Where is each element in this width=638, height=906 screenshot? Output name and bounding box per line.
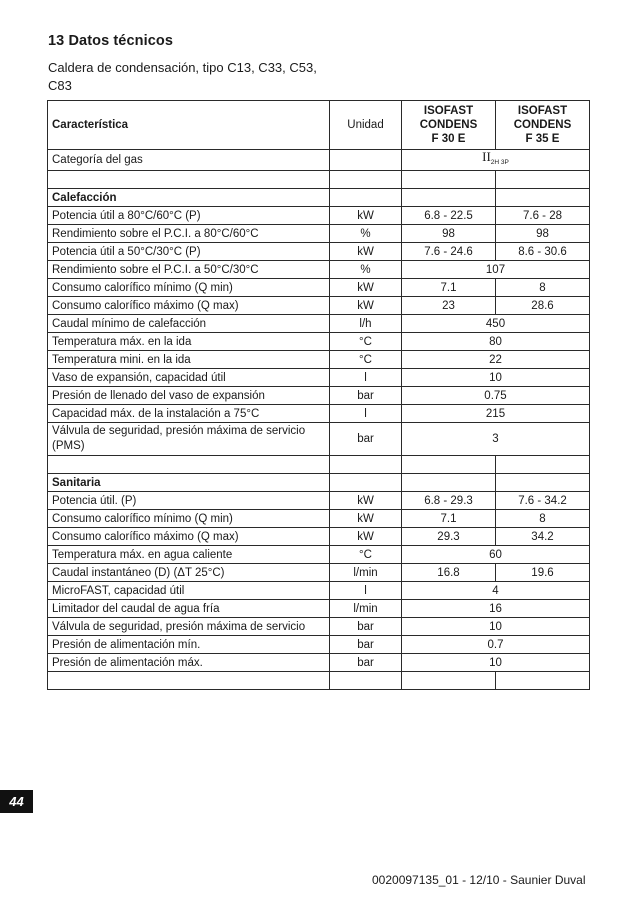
row-value-b: 7.6 - 34.2: [496, 492, 590, 510]
row-value-a: 7.1: [402, 279, 496, 297]
empty-cell: [402, 672, 496, 690]
header-characteristic: Característica: [48, 101, 330, 150]
row-label: Potencia útil a 50°C/30°C (P): [48, 243, 330, 261]
empty-cell: [48, 171, 330, 189]
row-label: Caudal instantáneo (D) (ΔT 25°C): [48, 564, 330, 582]
header-model-b-line1: ISOFAST: [517, 105, 568, 117]
row-unit: bar: [330, 423, 402, 456]
table-row: [48, 546, 590, 564]
section-header-row: [48, 474, 590, 492]
row-label: Vaso de expansión, capacidad útil: [48, 369, 330, 387]
row-label: Válvula de seguridad, presión máxima de servicio (PMS): [48, 423, 330, 456]
row-value-b: 8.6 - 30.6: [496, 243, 590, 261]
empty-cell: [330, 474, 402, 492]
row-value-b: 98: [496, 225, 590, 243]
row-value-both: 16: [402, 600, 590, 618]
empty-cell: [330, 456, 402, 474]
empty-cell: [48, 672, 330, 690]
row-unit: °C: [330, 546, 402, 564]
row-label: Rendimiento sobre el P.C.I. a 50°C/30°C: [48, 261, 330, 279]
row-value-a: 16.8: [402, 564, 496, 582]
row-value-b: 34.2: [496, 528, 590, 546]
row-unit: kW: [330, 510, 402, 528]
gas-category-label: Categoría del gas: [48, 150, 330, 171]
header-model-a: [402, 101, 496, 150]
spacer-row: [48, 672, 590, 690]
row-value-b: 19.6: [496, 564, 590, 582]
table-row: [48, 333, 590, 351]
table-row: [48, 315, 590, 333]
header-model-b: [496, 101, 590, 150]
table-row: [48, 528, 590, 546]
table-row: [48, 564, 590, 582]
empty-cell: [496, 474, 590, 492]
row-value-both: 450: [402, 315, 590, 333]
table-row: [48, 654, 590, 672]
row-label: Consumo calorífico máximo (Q max): [48, 528, 330, 546]
row-value-both: 0.75: [402, 387, 590, 405]
row-value-both: 215: [402, 405, 590, 423]
empty-cell: [402, 171, 496, 189]
row-label: Temperatura máx. en la ida: [48, 333, 330, 351]
row-label: Presión de alimentación mín.: [48, 636, 330, 654]
row-value-a: 29.3: [402, 528, 496, 546]
row-unit: l/min: [330, 600, 402, 618]
section-header-row: [48, 189, 590, 207]
empty-cell: [330, 189, 402, 207]
row-unit: l: [330, 369, 402, 387]
table-row: [48, 351, 590, 369]
row-label: Capacidad máx. de la instalación a 75°C: [48, 405, 330, 423]
empty-cell: [402, 189, 496, 207]
table-row: [48, 636, 590, 654]
row-unit: kW: [330, 528, 402, 546]
row-value-b: 8: [496, 510, 590, 528]
gas-category-unit: [330, 150, 402, 171]
row-value-a: 7.6 - 24.6: [402, 243, 496, 261]
table-row: [48, 600, 590, 618]
row-unit: kW: [330, 297, 402, 315]
header-unit: Unidad: [330, 101, 402, 150]
section-title: 13 Datos técnicos: [48, 33, 173, 49]
section-title-cell: Sanitaria: [48, 474, 330, 492]
spacer-row: [48, 171, 590, 189]
row-value-both: 80: [402, 333, 590, 351]
subtitle: Caldera de condensación, tipo C13, C33, C53, C83: [48, 60, 317, 93]
row-unit: l: [330, 405, 402, 423]
row-unit: l/min: [330, 564, 402, 582]
table-row: [48, 510, 590, 528]
row-label: Presión de alimentación máx.: [48, 654, 330, 672]
table-row: [48, 405, 590, 423]
row-label: MicroFAST, capacidad útil: [48, 582, 330, 600]
section-title-cell: Calefacción: [48, 189, 330, 207]
row-value-a: 7.1: [402, 510, 496, 528]
row-label: Potencia útil a 80°C/60°C (P): [48, 207, 330, 225]
empty-cell: [496, 171, 590, 189]
gas-category-main: II: [482, 149, 491, 164]
row-unit: kW: [330, 279, 402, 297]
gas-category-row: [48, 150, 590, 171]
row-value-b: 8: [496, 279, 590, 297]
spacer-row: [48, 456, 590, 474]
row-label: Caudal mínimo de calefacción: [48, 315, 330, 333]
table-row: [48, 297, 590, 315]
row-unit: kW: [330, 243, 402, 261]
table-row: [48, 225, 590, 243]
row-label: Consumo calorífico máximo (Q max): [48, 297, 330, 315]
table-row: [48, 279, 590, 297]
row-label: Temperatura mini. en la ida: [48, 351, 330, 369]
table-row: [48, 207, 590, 225]
page-number: 44: [0, 790, 33, 813]
row-unit: °C: [330, 351, 402, 369]
row-label: Limitador del caudal de agua fría: [48, 600, 330, 618]
table-row: [48, 387, 590, 405]
table-row: [48, 423, 590, 456]
row-label: Temperatura máx. en agua caliente: [48, 546, 330, 564]
row-value-both: 107: [402, 261, 590, 279]
row-value-b: 28.6: [496, 297, 590, 315]
table-row: [48, 618, 590, 636]
row-value-both: 0.7: [402, 636, 590, 654]
row-unit: bar: [330, 618, 402, 636]
row-value-both: 60: [402, 546, 590, 564]
row-unit: %: [330, 225, 402, 243]
row-label: Potencia útil. (P): [48, 492, 330, 510]
row-value-a: 23: [402, 297, 496, 315]
table-row: [48, 261, 590, 279]
row-unit: kW: [330, 207, 402, 225]
row-unit: kW: [330, 492, 402, 510]
empty-cell: [402, 474, 496, 492]
row-label: Presión de llenado del vaso de expansión: [48, 387, 330, 405]
row-unit: bar: [330, 387, 402, 405]
row-value-a: 6.8 - 22.5: [402, 207, 496, 225]
row-label: Consumo calorífico mínimo (Q min): [48, 510, 330, 528]
row-value-both: 10: [402, 369, 590, 387]
gas-category-sub: 2H 3P: [490, 159, 509, 166]
empty-cell: [48, 456, 330, 474]
row-value-b: 7.6 - 28: [496, 207, 590, 225]
row-unit: l/h: [330, 315, 402, 333]
row-label: Válvula de seguridad, presión máxima de servicio: [48, 618, 330, 636]
empty-cell: [330, 672, 402, 690]
footer-reference: 0020097135_01 - 12/10 - Saunier Duval: [372, 873, 586, 887]
table-header-row: [48, 101, 590, 150]
row-unit: %: [330, 261, 402, 279]
row-unit: bar: [330, 636, 402, 654]
row-value-both: 4: [402, 582, 590, 600]
table-row: [48, 582, 590, 600]
empty-cell: [402, 456, 496, 474]
header-model-b-line3: F 35 E: [525, 133, 560, 145]
table-row: [48, 243, 590, 261]
empty-cell: [330, 171, 402, 189]
table-body: [48, 150, 590, 690]
row-value-a: 6.8 - 29.3: [402, 492, 496, 510]
empty-cell: [496, 189, 590, 207]
row-value-both: 3: [402, 423, 590, 456]
table-row: [48, 492, 590, 510]
row-value-both: 10: [402, 618, 590, 636]
gas-category-value: [402, 150, 590, 171]
table-row: [48, 369, 590, 387]
row-unit: bar: [330, 654, 402, 672]
row-unit: °C: [330, 333, 402, 351]
empty-cell: [496, 672, 590, 690]
header-model-a-line1: ISOFAST: [423, 105, 474, 117]
row-value-a: 98: [402, 225, 496, 243]
header-model-b-line2: CONDENS: [513, 119, 572, 131]
row-unit: l: [330, 582, 402, 600]
header-model-a-line3: F 30 E: [431, 133, 466, 145]
header-model-a-line2: CONDENS: [419, 119, 478, 131]
row-value-both: 22: [402, 351, 590, 369]
row-label: Rendimiento sobre el P.C.I. a 80°C/60°C: [48, 225, 330, 243]
row-value-both: 10: [402, 654, 590, 672]
empty-cell: [496, 456, 590, 474]
technical-data-table: [47, 100, 590, 690]
row-label: Consumo calorífico mínimo (Q min): [48, 279, 330, 297]
